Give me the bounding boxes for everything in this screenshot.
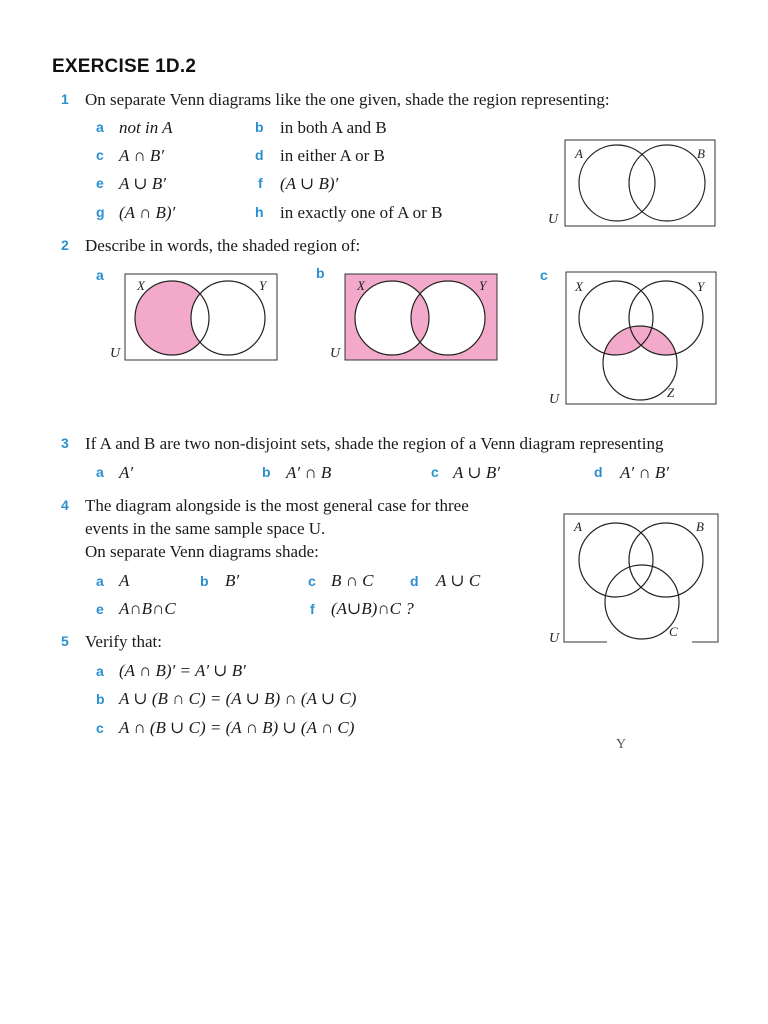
universe-label: U <box>549 392 560 407</box>
q1-part-text: A ∩ B′ <box>119 146 164 165</box>
q4-part-text: A∩B∩C <box>119 599 176 618</box>
q5-part-label: b <box>96 691 105 707</box>
q3-text: If A and B are two non-disjoint sets, shade the region of a Venn diagram representing <box>85 434 664 453</box>
q4-number: 4 <box>61 497 69 513</box>
set-y-label: Y <box>697 279 705 294</box>
q4-part-text: A ∪ C <box>436 571 481 590</box>
q3-part-text: A′ ∩ B′ <box>620 463 669 482</box>
set-b-label: B <box>696 519 704 534</box>
q1-part-label: d <box>255 147 264 163</box>
set-b-label: B <box>697 146 705 161</box>
q3-part-label: b <box>262 464 271 480</box>
q2-number: 2 <box>61 237 69 253</box>
q1-part-text: (A ∪ B)′ <box>280 174 339 193</box>
stray-mark: Y <box>616 737 627 752</box>
q4-part-label: d <box>410 573 419 589</box>
q3-text-clip <box>85 434 725 456</box>
q1-part-text: not in A <box>119 118 173 137</box>
q4-part-label: c <box>308 573 316 589</box>
exercise-title: EXERCISE 1D.2 <box>52 56 197 77</box>
q1-part-label: c <box>96 147 104 163</box>
set-x-label: X <box>357 278 365 293</box>
q5-part-text: (A ∩ B)′ = A′ ∪ B′ <box>119 661 246 680</box>
q1-part-label: b <box>255 119 264 135</box>
q5-part-text: A ∪ (B ∩ C) = (A ∪ B) ∩ (A ∪ C) <box>119 689 357 708</box>
set-x-label: X <box>137 278 145 293</box>
q1-part-label: e <box>96 175 104 191</box>
q1-text: On separate Venn diagrams like the one given, shade the region representing: <box>85 90 610 109</box>
q3-number: 3 <box>61 435 69 451</box>
set-b-circle <box>629 145 705 221</box>
set-y-label: Y <box>479 278 487 293</box>
q4-part-label: f <box>310 601 315 617</box>
q4-part-text: (A∪B)∩C ? <box>331 599 414 618</box>
q4-part-label: b <box>200 573 209 589</box>
universe-label: U <box>110 346 121 361</box>
set-y-label: Y <box>259 278 267 293</box>
q1-part-label: f <box>258 175 263 191</box>
q1-part-label: g <box>96 204 105 220</box>
q2c-venn-diagram <box>564 270 720 406</box>
set-a-circle <box>579 145 655 221</box>
set-a-label: A <box>575 146 583 161</box>
set-c-label: C <box>669 624 678 639</box>
q3-part-text: A′ <box>119 463 134 482</box>
universe-label: U <box>549 631 560 646</box>
q5-number: 5 <box>61 633 69 649</box>
q1-part-label: a <box>96 119 104 135</box>
set-x-label: X <box>575 279 583 294</box>
set-a-label: A <box>574 519 582 534</box>
q1-number: 1 <box>61 91 69 107</box>
q2-part-label: b <box>316 265 325 281</box>
q1-part-text: in exactly one of A or B <box>280 203 443 222</box>
q3-part-text: A ∪ B′ <box>453 463 500 482</box>
set-b-circle <box>629 523 703 597</box>
q2-part-label: a <box>96 267 104 283</box>
q4-part-label: e <box>96 601 104 617</box>
q1-venn-diagram <box>560 138 720 230</box>
q3-part-label: d <box>594 464 603 480</box>
q1-part-text: (A ∩ B)′ <box>119 203 176 222</box>
set-z-label: Z <box>667 385 675 400</box>
universe-label: U <box>330 346 341 361</box>
universe-label: U <box>548 212 559 227</box>
set-a-circle <box>579 523 653 597</box>
q2b-venn-diagram <box>340 272 502 364</box>
q2-part-label: c <box>540 267 548 283</box>
q4-venn-diagram <box>562 512 722 648</box>
q3-part-label: c <box>431 464 439 480</box>
q5-part-label: c <box>96 720 104 736</box>
q4-part-text: B ∩ C <box>331 571 374 590</box>
q4-line3: On separate Venn diagrams shade: <box>85 542 319 561</box>
q2a-venn-diagram <box>120 272 282 364</box>
q4-part-label: a <box>96 573 104 589</box>
set-c-circle <box>605 565 679 639</box>
q1-part-label: h <box>255 204 264 220</box>
q4-part-text: A <box>119 571 130 590</box>
q1-part-text: A ∪ B′ <box>119 174 166 193</box>
q4-line1: The diagram alongside is the most general case for three <box>85 496 469 515</box>
q5-text: Verify that: <box>85 632 162 651</box>
q1-part-text: in either A or B <box>280 146 385 165</box>
q2-text: Describe in words, the shaded region of: <box>85 236 361 255</box>
q3-part-label: a <box>96 464 104 480</box>
q4-part-text: B′ <box>225 571 240 590</box>
q3-part-text: A′ ∩ B <box>286 463 332 482</box>
q4-line2: events in the same sample space U. <box>85 519 326 538</box>
q5-part-text: A ∩ (B ∪ C) = (A ∩ B) ∪ (A ∩ C) <box>119 718 355 737</box>
q1-part-text: in both A and B <box>280 118 387 137</box>
q5-part-label: a <box>96 663 104 679</box>
